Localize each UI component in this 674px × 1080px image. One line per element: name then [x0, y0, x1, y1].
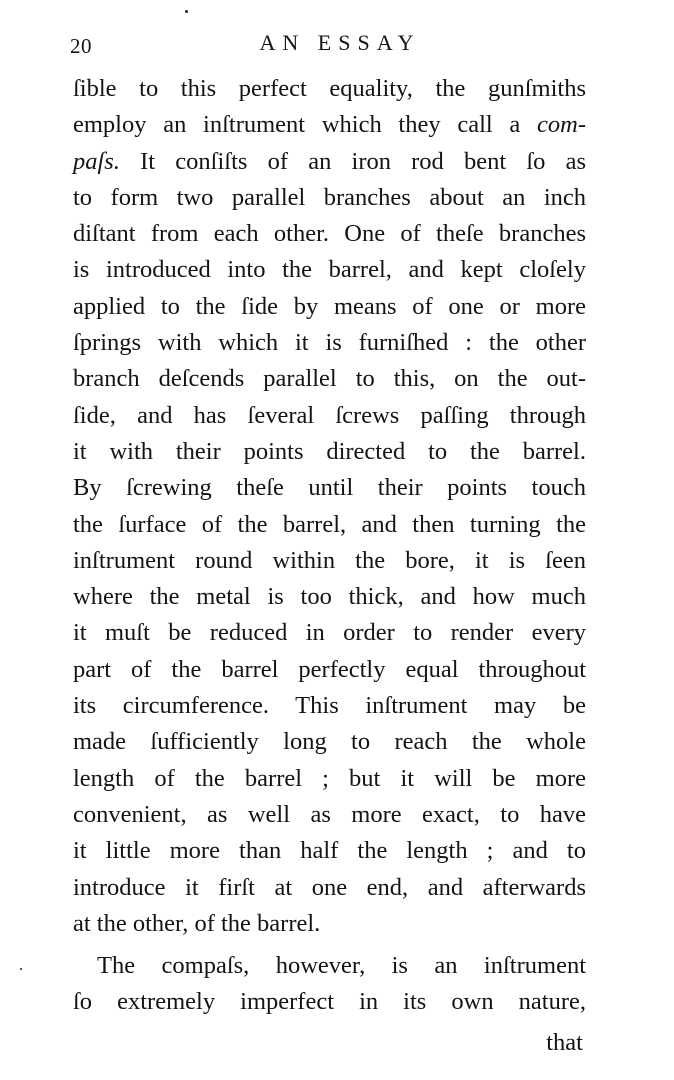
page-number: 20 — [70, 34, 92, 58]
text-line: it with their points directed to the barrel. — [73, 437, 586, 465]
text-line: ſo extremely imperfect in its own nature, — [73, 988, 586, 1016]
text-line: branch deſcends parallel to this, on the out- — [73, 365, 586, 393]
text-line: The compaſs, however, is an inſtrument — [97, 952, 586, 980]
print-speck — [185, 10, 188, 13]
text-line: where the metal is too thick, and how much — [73, 583, 586, 611]
text-line: introduce it firſt at one end, and afterwards — [73, 873, 586, 901]
print-speck — [20, 968, 22, 970]
text-line: diſtant from each other. One of theſe branches — [73, 220, 586, 248]
text-line: made ſufficiently long to reach the whole — [73, 728, 586, 756]
text-line: applied to the ſide by means of one or more — [73, 292, 586, 320]
text-span: employ an inſtrument which they call a — [73, 111, 538, 139]
text-line — [73, 144, 586, 180]
italic-term: com- — [537, 111, 586, 139]
catchword: that — [546, 1029, 583, 1056]
paragraph — [73, 948, 586, 1021]
running-head: AN ESSAY — [259, 30, 421, 55]
body-text — [73, 71, 586, 1021]
text-line: By ſcrewing theſe until their points touch — [73, 474, 586, 502]
text-line: inſtrument round within the bore, it is ſeen — [73, 546, 586, 574]
text-line: it muſt be reduced in order to render every — [73, 619, 586, 647]
page-header — [70, 30, 584, 60]
paragraph — [73, 71, 586, 942]
text-line: convenient, as well as more exact, to have — [73, 800, 586, 828]
italic-term: paſs. — [73, 147, 120, 175]
text-line: it little more than half the length ; and to — [73, 837, 586, 865]
text-line: length of the barrel ; but it will be more — [73, 764, 586, 792]
text-line: part of the barrel perfectly equal throughout — [73, 655, 586, 683]
text-line — [73, 107, 586, 143]
text-line: to form two parallel branches about an inch — [73, 183, 586, 211]
text-line: its circumference. This inſtrument may be — [73, 692, 586, 720]
text-line: at the other, of the barrel. — [73, 909, 321, 937]
text-line: is introduced into the barrel, and kept cloſely — [73, 256, 586, 284]
text-line: ſprings with which it is furniſhed : the other — [73, 329, 586, 357]
text-line: the ſurface of the barrel, and then turning the — [73, 510, 586, 538]
text-line: ſide, and has ſeveral ſcrews paſſing through — [73, 401, 586, 429]
text-span: It conſiſts of an iron rod bent ſo as — [119, 147, 586, 175]
text-line: ſible to this perfect equality, the gunſmiths — [73, 75, 586, 102]
